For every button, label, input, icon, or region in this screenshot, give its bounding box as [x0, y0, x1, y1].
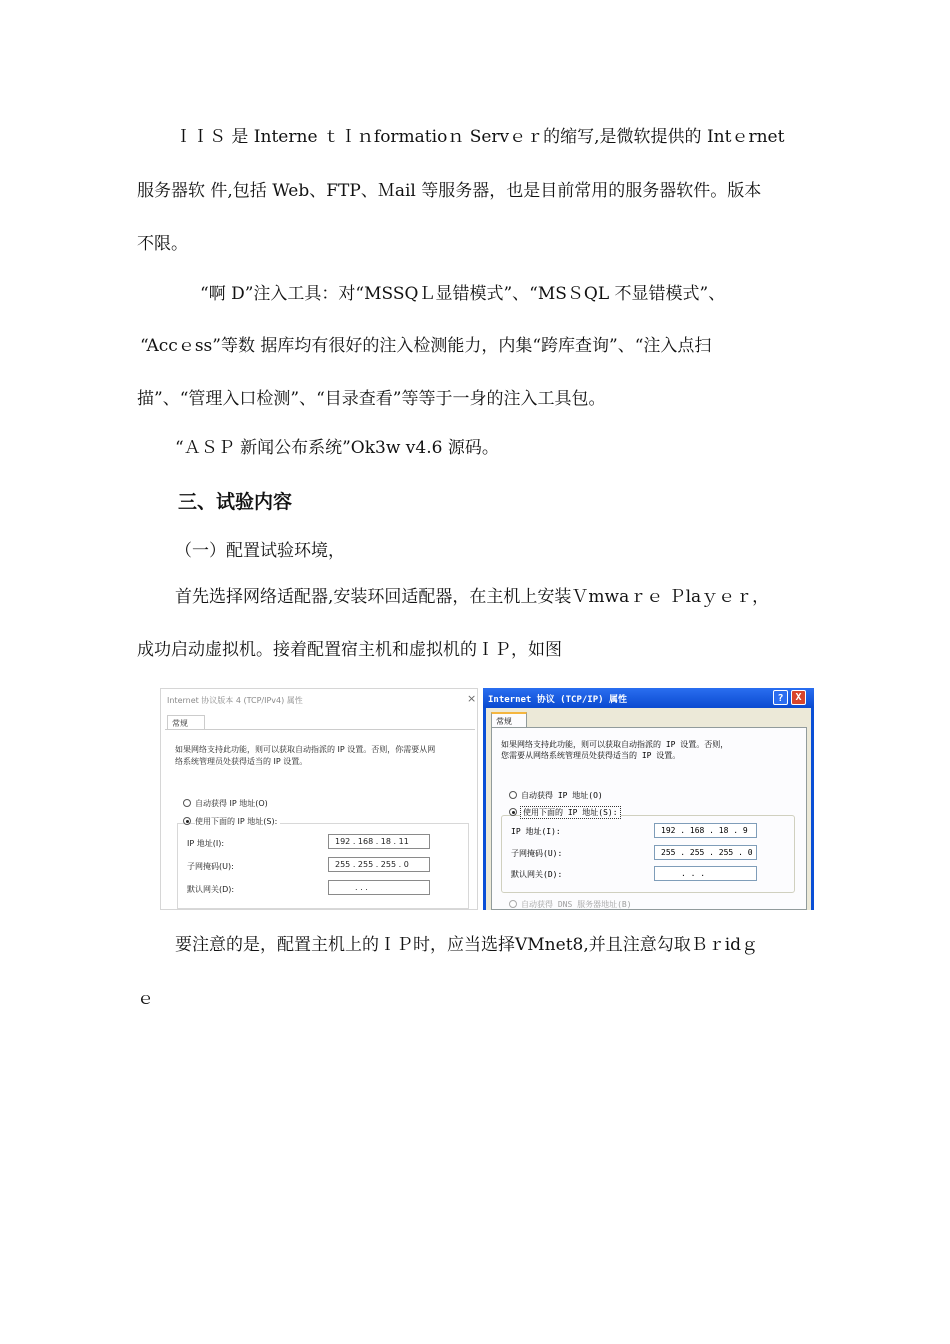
radio-manual-ip[interactable] — [183, 817, 191, 825]
radio-manual-ip-label: 使用下面的 IP 地址(S): — [195, 816, 280, 827]
help-icon[interactable] — [773, 690, 788, 705]
paragraph-line-3: 不限。 — [137, 234, 188, 254]
default-gateway-field[interactable]: . . . — [654, 866, 757, 881]
winxp-dialog-title: Internet 协议 (TCP/IP) 属性 — [488, 695, 627, 705]
paragraph-line-9: 成功启动虚拟机。接着配置宿主机和虚拟机的ＩＰ，如图 — [137, 640, 562, 660]
ip-address-field[interactable]: 192 . 168 . 18 . 11 — [328, 834, 430, 849]
paragraph-line-4: “啊 D”注入工具：对“MSSQＬ显错模式”、“MSＳQL 不显错模式”、 — [200, 284, 726, 304]
win10-description-line-2: 络系统管理员处获得适当的 IP 设置。 — [175, 757, 308, 766]
radio-manual-ip-label: 使用下面的 IP 地址(S): — [520, 806, 621, 819]
radio-auto-dns[interactable] — [509, 900, 517, 908]
paragraph-line-6: 描”、“管理入口检测”、“目录查看”等等于一身的注入工具包。 — [137, 389, 606, 409]
close-icon[interactable]: × — [467, 692, 477, 705]
default-gateway-label: 默认网关(D): — [511, 870, 563, 879]
ip-address-label: IP 地址(I): — [511, 827, 561, 836]
section-heading: 三、试验内容 — [178, 491, 293, 513]
tab-general[interactable] — [167, 715, 205, 730]
paragraph-line-11: ｅ — [137, 989, 154, 1009]
paragraph-line-1: ＩＩＳ 是 Interne ｔＩｎformatioｎ Servｅｒ的缩写,是微软提供的 Intｅrnet — [175, 127, 785, 147]
default-gateway-field[interactable]: . . . — [328, 880, 430, 895]
subnet-mask-field[interactable]: 255 . 255 . 255 . 0 — [328, 857, 430, 872]
tab-general-label: 常规 — [496, 717, 512, 726]
sub-heading: （一）配置试验环境， — [175, 541, 345, 561]
paragraph-line-5: “Accｅss”等数 据库均有很好的注入检测能力，内集“跨库查询”、“注入点扫 — [140, 336, 712, 356]
subnet-mask-label: 子网掩码(U): — [511, 849, 563, 858]
winxp-description-line-2: 您需要从网络系统管理员处获得适当的 IP 设置。 — [501, 751, 681, 760]
tab-general-label: 常规 — [172, 719, 188, 728]
radio-auto-ip-label: 自动获得 IP 地址(O) — [195, 799, 268, 808]
paragraph-line-7: “ＡＳＰ 新闻公布系统”Ok3w v4.6 源码。 — [175, 438, 499, 458]
subnet-mask-label: 子网掩码(U): — [187, 862, 234, 871]
radio-auto-ip-label: 自动获得 IP 地址(O) — [521, 791, 603, 800]
ip-address-field[interactable]: 192 . 168 . 18 . 9 — [654, 823, 757, 838]
help-icon-glyph: ? — [777, 693, 784, 704]
paragraph-line-10: 要注意的是，配置主机上的ＩＰ时，应当选择VMnet8,并且注意勾取Ｂｒidｇ — [175, 935, 759, 955]
radio-auto-dns-label: 自动获得 DNS 服务器地址(B) — [521, 900, 632, 909]
paragraph-line-2: 服务器软 件,包括 Web、FTP、Ｍail 等服务器，也是目前常用的服务器软件。版本 — [137, 181, 762, 201]
win10-ipv4-dialog-screenshot — [160, 688, 478, 910]
winxp-description-line-1: 如果网络支持此功能，则可以获取自动指派的 IP 设置。否则， — [501, 740, 729, 749]
radio-manual-ip[interactable] — [509, 808, 517, 816]
radio-auto-ip[interactable] — [509, 791, 517, 799]
tab-general[interactable] — [491, 712, 527, 727]
close-icon[interactable] — [791, 690, 806, 705]
subnet-mask-field[interactable]: 255 . 255 . 255 . 0 — [654, 845, 757, 860]
ip-address-label: IP 地址(I): — [187, 839, 225, 848]
close-icon-glyph: X — [795, 692, 802, 703]
win10-dialog-title: Internet 协议版本 4 (TCP/IPv4) 属性 — [167, 696, 303, 705]
radio-auto-ip[interactable] — [183, 799, 191, 807]
paragraph-line-8: 首先选择网络适配器,安装环回适配器，在主机上安装Ｖmwaｒｅ Ｐlaｙｅｒ， — [175, 587, 770, 607]
winxp-tcpip-dialog-screenshot — [483, 688, 814, 910]
win10-description-line-1: 如果网络支持此功能，则可以获取自动指派的 IP 设置。否则，你需要从网 — [175, 745, 436, 754]
default-gateway-label: 默认网关(D): — [187, 885, 235, 894]
